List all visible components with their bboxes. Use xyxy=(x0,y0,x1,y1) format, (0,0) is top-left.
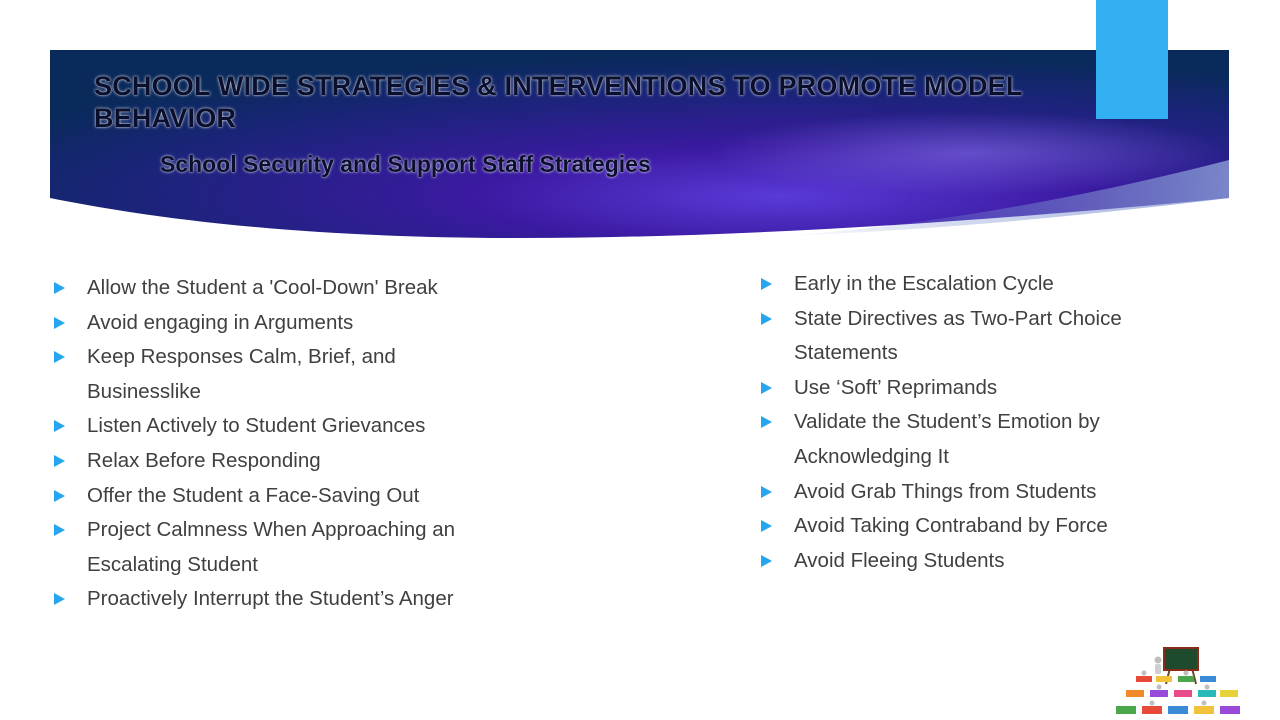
arrow-bullet-icon xyxy=(761,382,772,394)
list-item xyxy=(50,513,490,582)
slide-subtitle: School Security and Support Staff Strategies xyxy=(160,151,651,177)
list-item-text: Allow the Student a 'Cool-Down' Break xyxy=(87,276,438,299)
list-item xyxy=(757,405,1167,474)
list-item-text: Avoid engaging in Arguments xyxy=(87,310,354,334)
arrow-bullet-icon xyxy=(761,416,772,428)
arrow-bullet-icon xyxy=(761,486,772,498)
arrow-bullet-icon xyxy=(54,524,65,536)
list-item xyxy=(50,306,490,341)
list-item-text: Keep Responses Calm, Brief, and Businesslike xyxy=(87,345,396,403)
list-item xyxy=(757,371,1167,406)
list-item-text: Offer the Student a Face-Saving Out xyxy=(87,483,420,507)
arrow-bullet-icon xyxy=(761,313,772,325)
slide-title: SCHOOL WIDE STRATEGIES & INTERVENTIONS TO PROMOTE MODEL BEHAVIOR xyxy=(94,71,1023,133)
list-item-text: Early in the Escalation Cycle xyxy=(794,272,1054,295)
arrow-bullet-icon xyxy=(54,455,65,467)
list-item-text: Avoid Taking Contraband by Force xyxy=(794,514,1108,538)
list-item-text: Avoid Fleeing Students xyxy=(794,548,1005,572)
arrow-bullet-icon xyxy=(54,593,65,605)
list-item-text: State Directives as Two-Part Choice Statements xyxy=(794,306,1122,365)
list-item-text: Listen Actively to Student Grievances xyxy=(87,414,426,438)
list-item xyxy=(50,479,490,514)
arrow-bullet-icon xyxy=(54,317,65,329)
list-item-text: Proactively Interrupt the Student’s Anger xyxy=(87,587,454,611)
arrow-bullet-icon xyxy=(761,520,772,532)
arrow-bullet-icon xyxy=(761,555,772,567)
list-item-text: Relax Before Responding xyxy=(87,448,321,472)
accent-bar xyxy=(1096,0,1168,119)
list-item xyxy=(50,444,490,479)
list-item xyxy=(757,267,1167,302)
list-item-text: Validate the Student’s Emotion by Acknowledging It xyxy=(794,410,1100,468)
list-item xyxy=(50,340,490,409)
list-item-text: Project Calmness When Approaching an Escalating Student xyxy=(87,518,456,576)
arrow-bullet-icon xyxy=(54,351,65,363)
arrow-bullet-icon xyxy=(54,282,65,294)
right-strategy-list xyxy=(757,267,1167,578)
list-item xyxy=(50,582,490,617)
list-item xyxy=(757,475,1167,510)
left-strategy-list xyxy=(50,271,490,617)
list-item xyxy=(50,271,490,306)
arrow-bullet-icon xyxy=(54,420,65,432)
list-item xyxy=(757,302,1167,371)
arrow-bullet-icon xyxy=(54,490,65,502)
classroom-illustration xyxy=(1108,640,1250,720)
list-item-text: Use ‘Soft’ Reprimands xyxy=(794,375,998,399)
list-item xyxy=(757,544,1167,579)
list-item xyxy=(757,509,1167,544)
list-item-text: Avoid Grab Things from Students xyxy=(794,479,1097,503)
arrow-bullet-icon xyxy=(761,278,772,290)
list-item xyxy=(50,409,490,444)
